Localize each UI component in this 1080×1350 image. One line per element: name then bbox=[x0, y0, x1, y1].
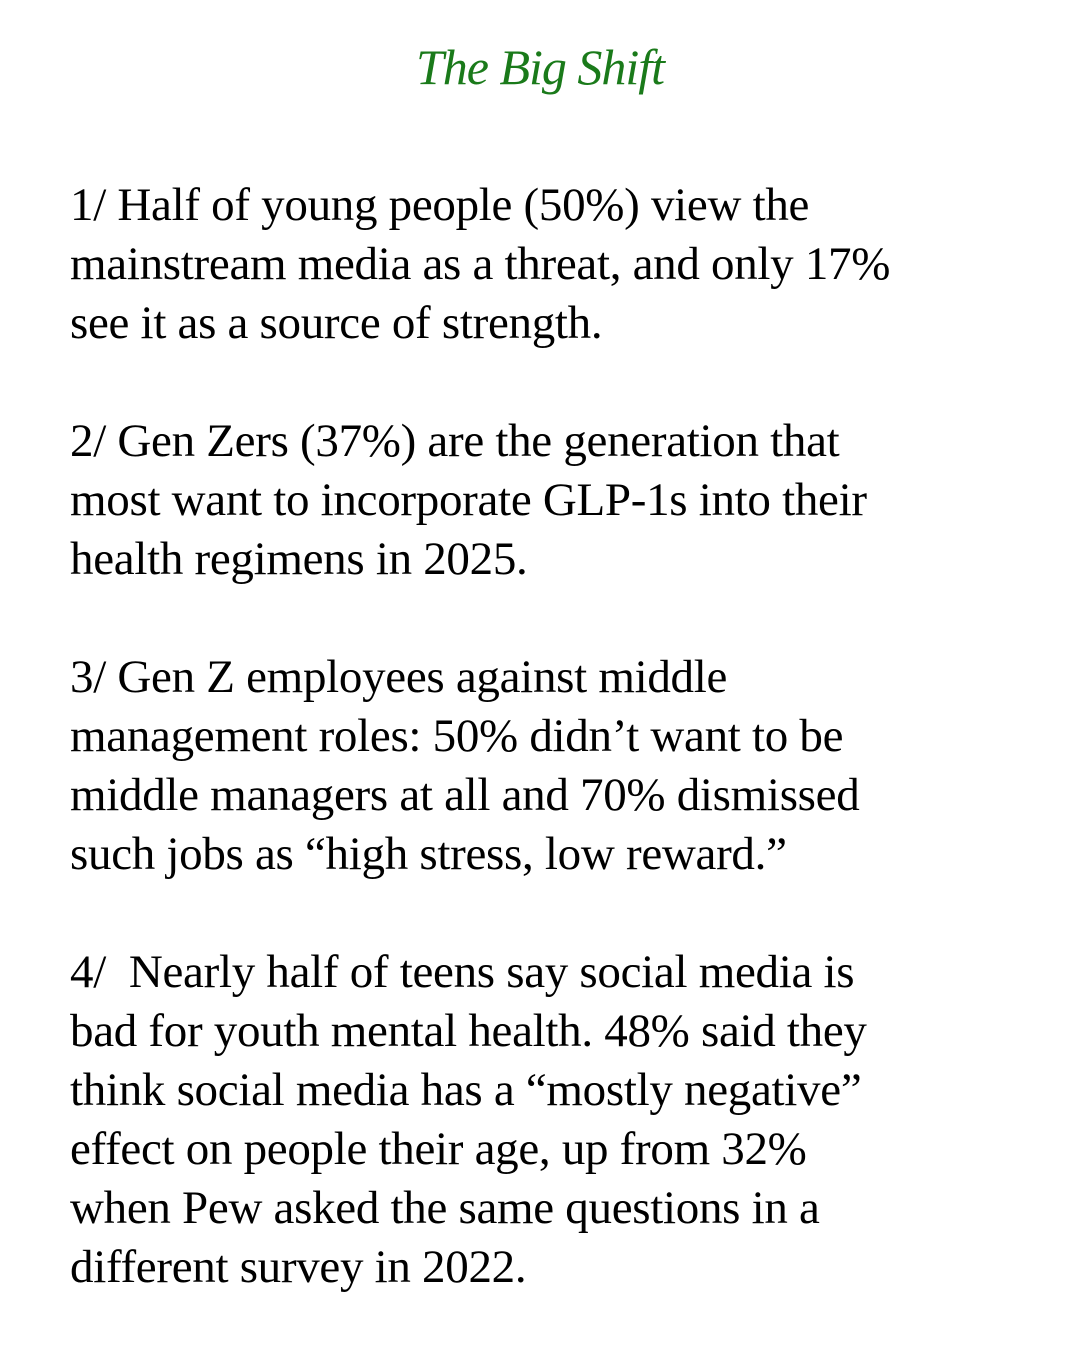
point-1: 1/ Half of young people (50%) view the mainstream media as a threat, and only 17% see it as a source of strength. bbox=[70, 179, 891, 349]
point-3: 3/ Gen Z employees against middle management roles: 50% didn’t want to be middle managers at all and 70% dismissed such jobs as “high stress, low reward.” bbox=[70, 651, 860, 880]
page-title: The Big Shift bbox=[415, 39, 665, 95]
point-4: 4/ Nearly half of teens say social media is bad for youth mental health. 48% said they think social media has a “mostly negative” effect on people their age, up from 32% when Pew asked the same questions in a different survey in 2022. bbox=[70, 946, 867, 1293]
point-2: 2/ Gen Zers (37%) are the generation that most want to incorporate GLP-1s into their health regimens in 2025. bbox=[70, 415, 867, 585]
points-list bbox=[70, 176, 1030, 1297]
